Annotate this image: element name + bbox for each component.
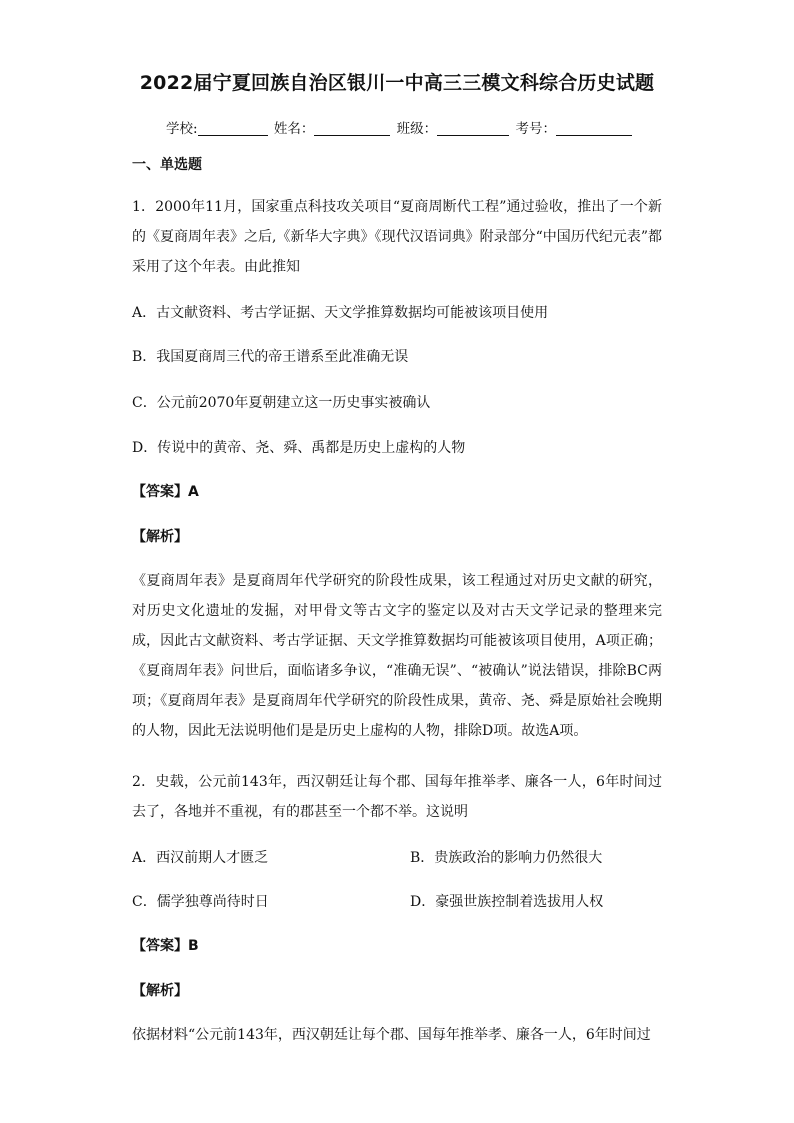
school-label: 学校: bbox=[166, 121, 198, 137]
question-1-option-c: C．公元前2070年夏朝建立这一历史事实被确认 bbox=[132, 395, 431, 411]
question-1-analysis-label: 【解析】 bbox=[132, 529, 188, 545]
exam-no-blank[interactable] bbox=[556, 121, 632, 136]
question-1-analysis: 《夏商周年表》是夏商周年代学研究的阶段性成果，该工程通过对历史文献的研究，对历史文化遗址的发掘，对甲骨文等古文字的鉴定以及对古天文学记录的整理来完成，因此古文献资料、考古学证据、天文学推算数据均可能被该项目使用，A项正确；《夏商周年表》问世后，面临诸多争议，“准确无误”、“被确认”说法错误，排除BC两项；《夏商周年表》是夏商周年代学研究的阶段性成果，黄帝、尧、舜是原始社会晚期的人物，因此无法说明他们是是历史上虚构的人物，排除D项。故选A项。 bbox=[132, 573, 662, 739]
class-blank[interactable] bbox=[437, 121, 509, 136]
name-label: 姓名： bbox=[273, 121, 315, 137]
question-2-analysis-label: 【解析】 bbox=[132, 983, 188, 999]
section-title: 一、单选题 bbox=[132, 157, 202, 173]
page-title: 2022届宁夏回族自治区银川一中高三三模文科综合历史试题 bbox=[139, 72, 655, 94]
question-2-answer: 【答案】B bbox=[132, 938, 199, 954]
question-1-answer: 【答案】A bbox=[132, 484, 199, 500]
question-2-analysis: 依据材料“公元前143年，西汉朝廷让每个郡、国每年推举孝、廉各一人，6年时间过 bbox=[132, 1027, 651, 1043]
question-2-stem: 2．史载，公元前143年，西汉朝廷让每个郡、国每年推举孝、廉各一人，6年时间过去了，各地并不重视，有的郡甚至一个都不举。这说明 bbox=[132, 774, 662, 820]
name-blank[interactable] bbox=[314, 121, 390, 136]
question-2-option-a: A．西汉前期人才匮乏 bbox=[132, 850, 269, 866]
class-label: 班级： bbox=[396, 121, 438, 137]
question-2-option-d: D．豪强世族控制着选拔用人权 bbox=[410, 894, 604, 910]
school-blank[interactable] bbox=[198, 121, 268, 136]
question-1-stem: 1．2000年11月，国家重点科技攻关项目“夏商周断代工程”通过验收，推出了一个新的《夏商周年表》之后,《新华大字典》《现代汉语词典》附录部分“中国历代纪元表”都采用了这个年表。由此推知 bbox=[132, 199, 662, 275]
question-2-option-b: B．贵族政治的影响力仍然很大 bbox=[410, 850, 603, 866]
exam-no-label: 考号： bbox=[515, 121, 556, 137]
question-1-option-b: B．我国夏商周三代的帝王谱系至此准确无误 bbox=[132, 349, 409, 365]
question-1-option-a: A．古文献资料、考古学证据、天文学推算数据均可能被该项目使用 bbox=[132, 305, 549, 321]
student-info-row bbox=[166, 117, 634, 137]
question-1-option-d: D．传说中的黄帝、尧、舜、禹都是历史上虚构的人物 bbox=[132, 440, 466, 456]
question-2-option-c: C．儒学独尊尚待时日 bbox=[132, 894, 269, 910]
